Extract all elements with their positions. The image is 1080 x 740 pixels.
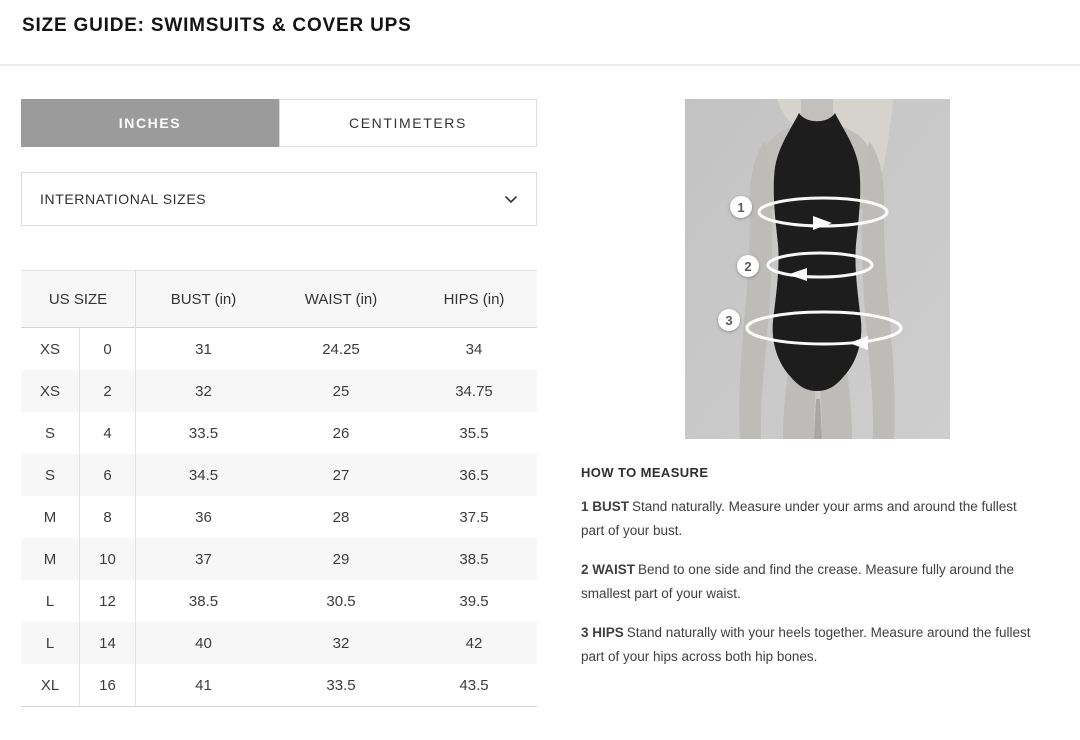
chevron-down-icon <box>504 195 518 204</box>
cell-hips: 43.5 <box>459 676 489 694</box>
cell-waist: 29 <box>332 550 350 568</box>
cell-bust: 40 <box>195 634 212 652</box>
measure-instruction-bust <box>581 495 1035 543</box>
tab-centimeters[interactable]: CENTIMETERS <box>279 99 537 147</box>
cell-bust: 34.5 <box>188 466 219 484</box>
cell-us: 0 <box>79 328 136 370</box>
swimsuit-model-photo <box>685 99 950 439</box>
header-us-size: US SIZE <box>21 271 136 327</box>
table-row <box>21 328 537 370</box>
cell-size: L <box>45 592 55 610</box>
size-guide-column <box>21 66 537 707</box>
size-table <box>21 270 537 707</box>
cell-bust: 41 <box>195 676 212 694</box>
measure-instruction-waist <box>581 558 1035 606</box>
hips-text: Stand naturally with your heels together. Measure around the fullest part of your hips across both hip bones. <box>581 625 1031 664</box>
waist-lead: 2 WAIST <box>581 562 636 577</box>
cell-hips: 35.5 <box>459 424 489 442</box>
cell-waist: 33.5 <box>326 676 356 694</box>
cell-hips: 38.5 <box>459 550 489 568</box>
bust-text: Stand naturally. Measure under your arms and around the fullest part of your bust. <box>581 499 1017 538</box>
cell-bust: 37 <box>195 550 212 568</box>
tab-inches[interactable]: INCHES <box>21 99 279 147</box>
cell-size: S <box>44 466 55 484</box>
header-bust: BUST (in) <box>170 290 237 308</box>
header-hips: HIPS (in) <box>443 290 505 308</box>
table-row <box>21 622 537 664</box>
international-sizes-label: INTERNATIONAL SIZES <box>40 191 207 207</box>
cell-us: 4 <box>79 412 136 454</box>
header-waist: WAIST (in) <box>304 290 378 308</box>
cell-waist: 30.5 <box>326 592 356 610</box>
cell-hips: 36.5 <box>459 466 489 484</box>
how-to-measure-column <box>581 66 1035 707</box>
cell-bust: 38.5 <box>188 592 219 610</box>
unit-tabs <box>21 99 537 147</box>
cell-us: 8 <box>79 496 136 538</box>
cell-bust: 31 <box>195 340 212 358</box>
cell-us: 12 <box>79 580 136 622</box>
cell-bust: 32 <box>195 382 212 400</box>
cell-waist: 28 <box>332 508 350 526</box>
cell-us: 14 <box>79 622 136 664</box>
cell-bust: 36 <box>195 508 212 526</box>
hips-badge: 3 <box>718 309 740 331</box>
cell-us: 2 <box>79 370 136 412</box>
cell-hips: 34.75 <box>455 382 493 400</box>
measurement-figure <box>685 99 950 439</box>
cell-waist: 26 <box>332 424 350 442</box>
cell-size: XL <box>40 676 60 694</box>
cell-size: L <box>45 634 55 652</box>
size-table-header <box>21 270 537 328</box>
table-row <box>21 454 537 496</box>
bust-badge: 1 <box>730 196 752 218</box>
waist-text: Bend to one side and find the crease. Measure fully around the smallest part of your waist. <box>581 562 1015 601</box>
size-table-body <box>21 328 537 706</box>
content-area <box>0 66 1080 707</box>
cell-us: 6 <box>79 454 136 496</box>
measure-instruction-hips <box>581 621 1035 669</box>
table-row <box>21 664 537 706</box>
table-row <box>21 412 537 454</box>
cell-waist: 27 <box>332 466 350 484</box>
cell-waist: 32 <box>332 634 350 652</box>
cell-size: XS <box>39 340 60 358</box>
page-title: SIZE GUIDE: SWIMSUITS & COVER UPS <box>22 15 412 36</box>
cell-size: M <box>43 508 57 526</box>
cell-hips: 42 <box>465 634 483 652</box>
cell-size: M <box>43 550 57 568</box>
hips-lead: 3 HIPS <box>581 625 624 640</box>
cell-hips: 37.5 <box>459 508 489 526</box>
cell-size: XS <box>39 382 60 400</box>
table-row <box>21 580 537 622</box>
international-sizes-dropdown[interactable] <box>21 172 537 226</box>
cell-us: 16 <box>79 664 136 706</box>
table-row <box>21 496 537 538</box>
cell-size: S <box>44 424 55 442</box>
bust-lead: 1 BUST <box>581 499 630 514</box>
cell-us: 10 <box>79 538 136 580</box>
cell-bust: 33.5 <box>188 424 219 442</box>
cell-waist: 25 <box>332 382 350 400</box>
table-row <box>21 370 537 412</box>
cell-hips: 39.5 <box>459 592 489 610</box>
cell-hips: 34 <box>465 340 483 358</box>
cell-waist: 24.25 <box>322 340 360 358</box>
waist-badge: 2 <box>737 255 759 277</box>
how-to-measure-heading: HOW TO MEASURE <box>581 465 709 480</box>
table-row <box>21 538 537 580</box>
